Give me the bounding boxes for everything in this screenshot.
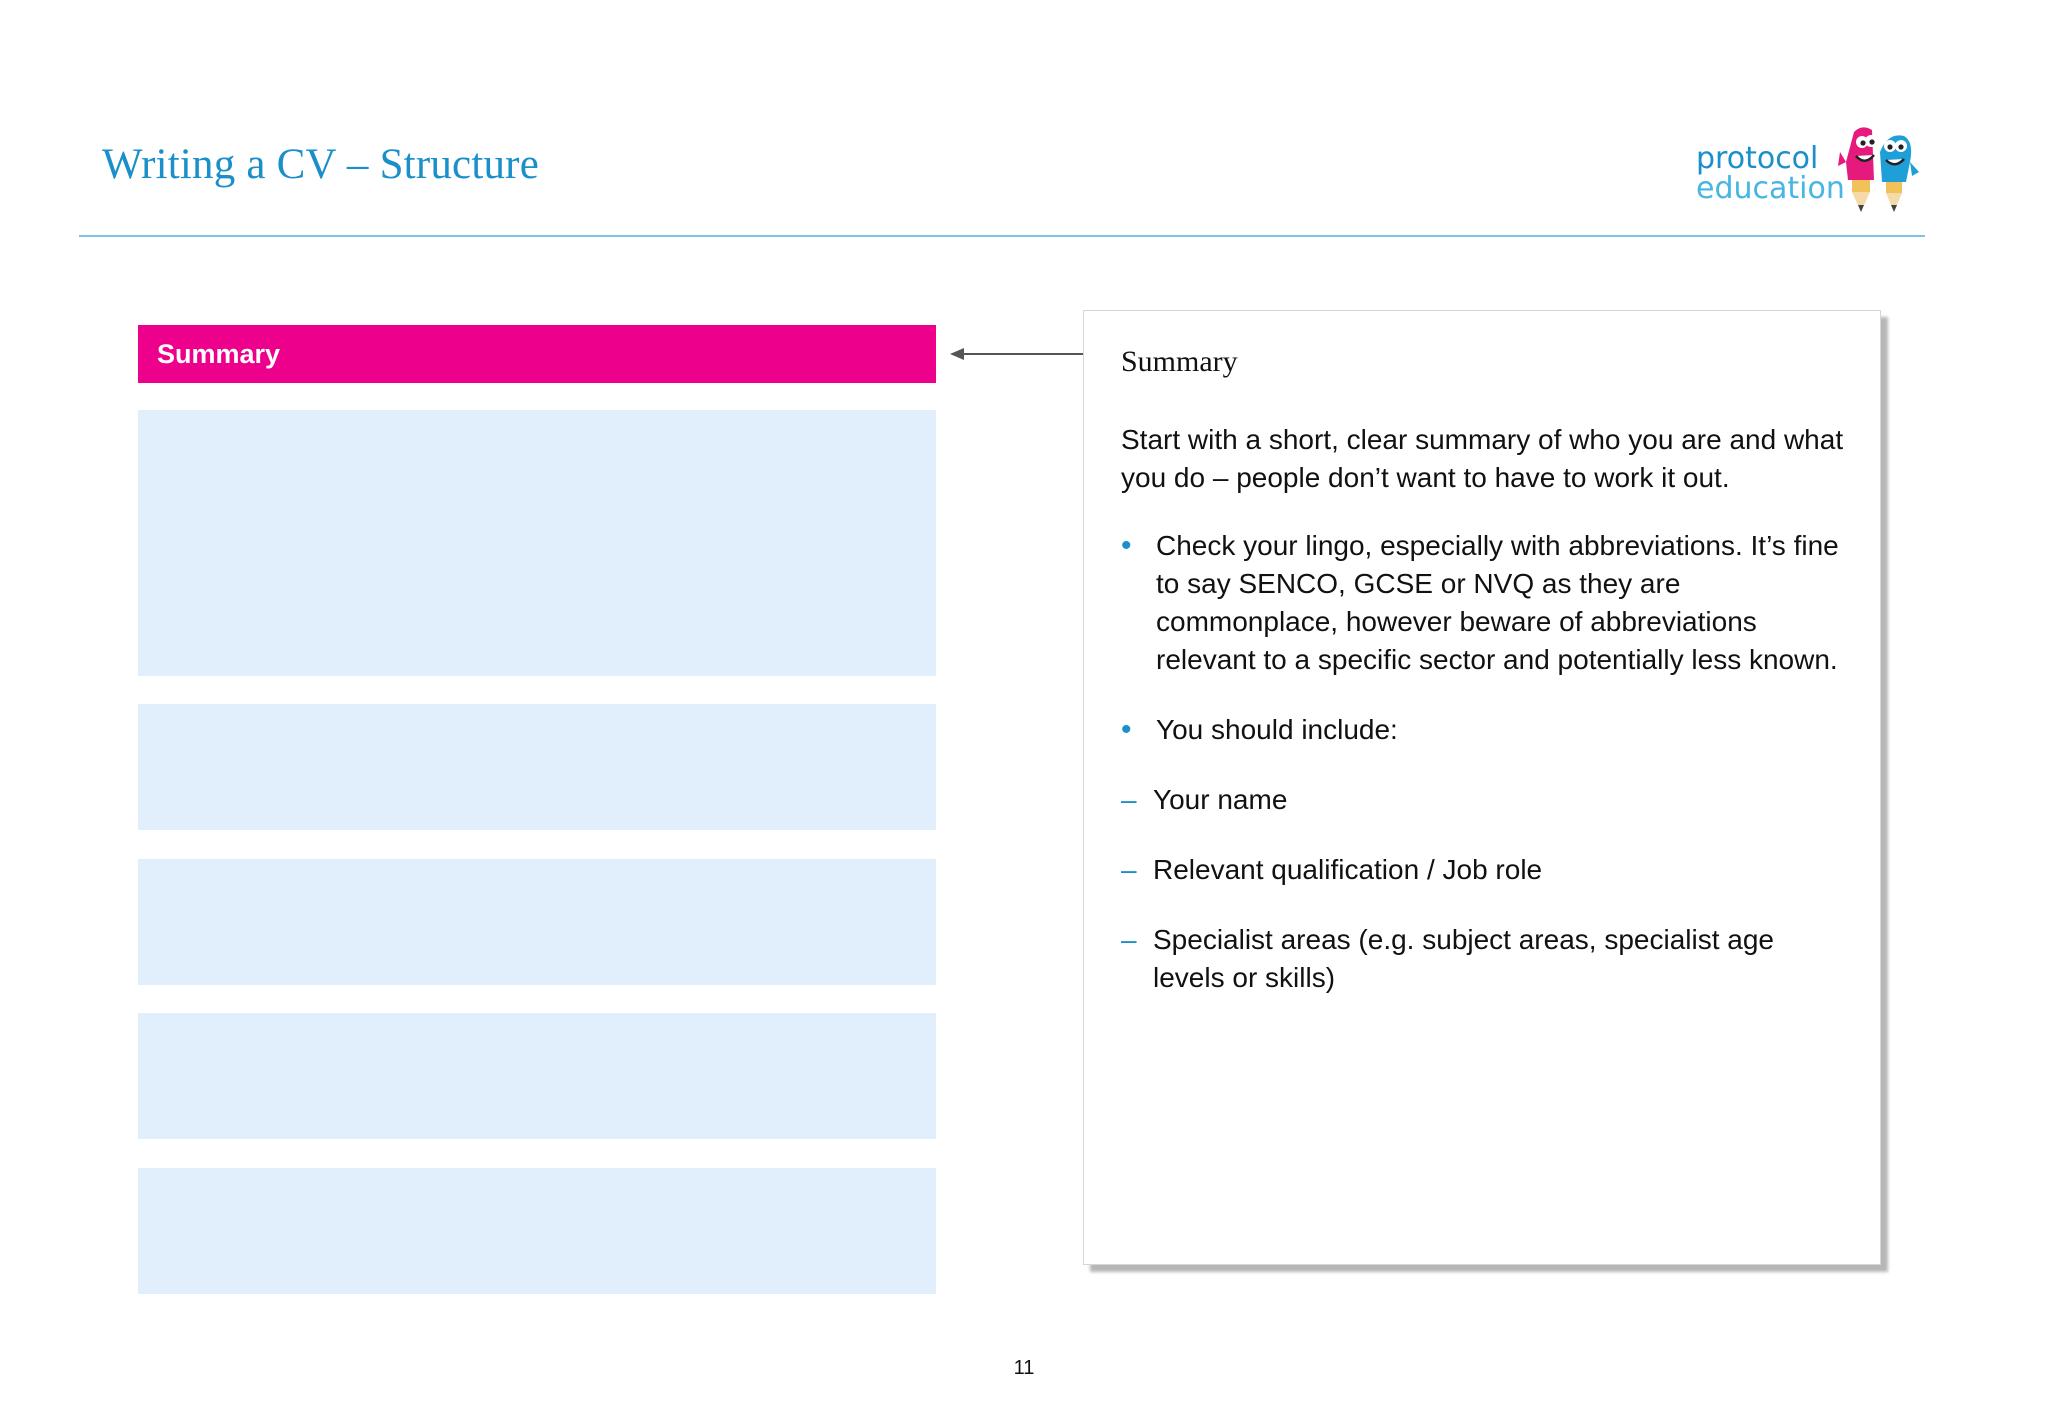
dash-icon: – (1121, 924, 1137, 955)
pencil-mascots-icon (1832, 122, 1920, 220)
pointer-arrow-icon (948, 344, 1084, 364)
include-item-text: Relevant qualification / Job role (1153, 854, 1543, 885)
bullet-dot-icon: • (1121, 713, 1132, 746)
include-item-text: Your name (1153, 784, 1288, 815)
summary-section-label: Summary (157, 338, 281, 369)
bullet-text: Check your lingo, especially with abbreviations. It’s fine to say SENCO, GCSE or NVQ as they are commonplace, however beware of abbreviations relevant to a specific sector and potentially less known. (1156, 530, 1839, 675)
page-number: 11 (1013, 1357, 1035, 1379)
bullet-dot-icon: • (1121, 529, 1132, 562)
summary-info-card (1083, 310, 1881, 1265)
cv-section-placeholder (138, 1168, 936, 1294)
protocol-education-logo (1696, 122, 1920, 220)
bullet-item (1121, 527, 1851, 679)
header-divider (79, 235, 1925, 237)
cv-section-placeholder (138, 410, 936, 676)
page-title: Writing a CV – Structure (102, 141, 539, 188)
bullet-item (1121, 711, 1851, 749)
include-item (1121, 921, 1851, 997)
dash-icon: – (1121, 854, 1137, 885)
card-intro: Start with a short, clear summary of who you are and what you do – people don’t want to have to work it out. (1121, 424, 1844, 493)
include-item (1121, 851, 1851, 889)
cv-section-placeholder (138, 859, 936, 985)
card-heading: Summary (1121, 345, 1238, 378)
logo-wordmark (1696, 141, 1845, 206)
card-body (1121, 421, 1851, 1029)
include-item (1121, 781, 1851, 819)
cv-section-placeholder (138, 1013, 936, 1139)
cv-section-placeholder (138, 704, 936, 830)
summary-section-bar (138, 325, 936, 383)
dash-icon: – (1121, 784, 1137, 815)
bullet-text: You should include: (1156, 714, 1398, 745)
logo-word-education: education (1696, 171, 1845, 206)
include-item-text: Specialist areas (e.g. subject areas, specialist age levels or skills) (1153, 924, 1774, 993)
logo-word-protocol: protocol (1696, 141, 1819, 176)
